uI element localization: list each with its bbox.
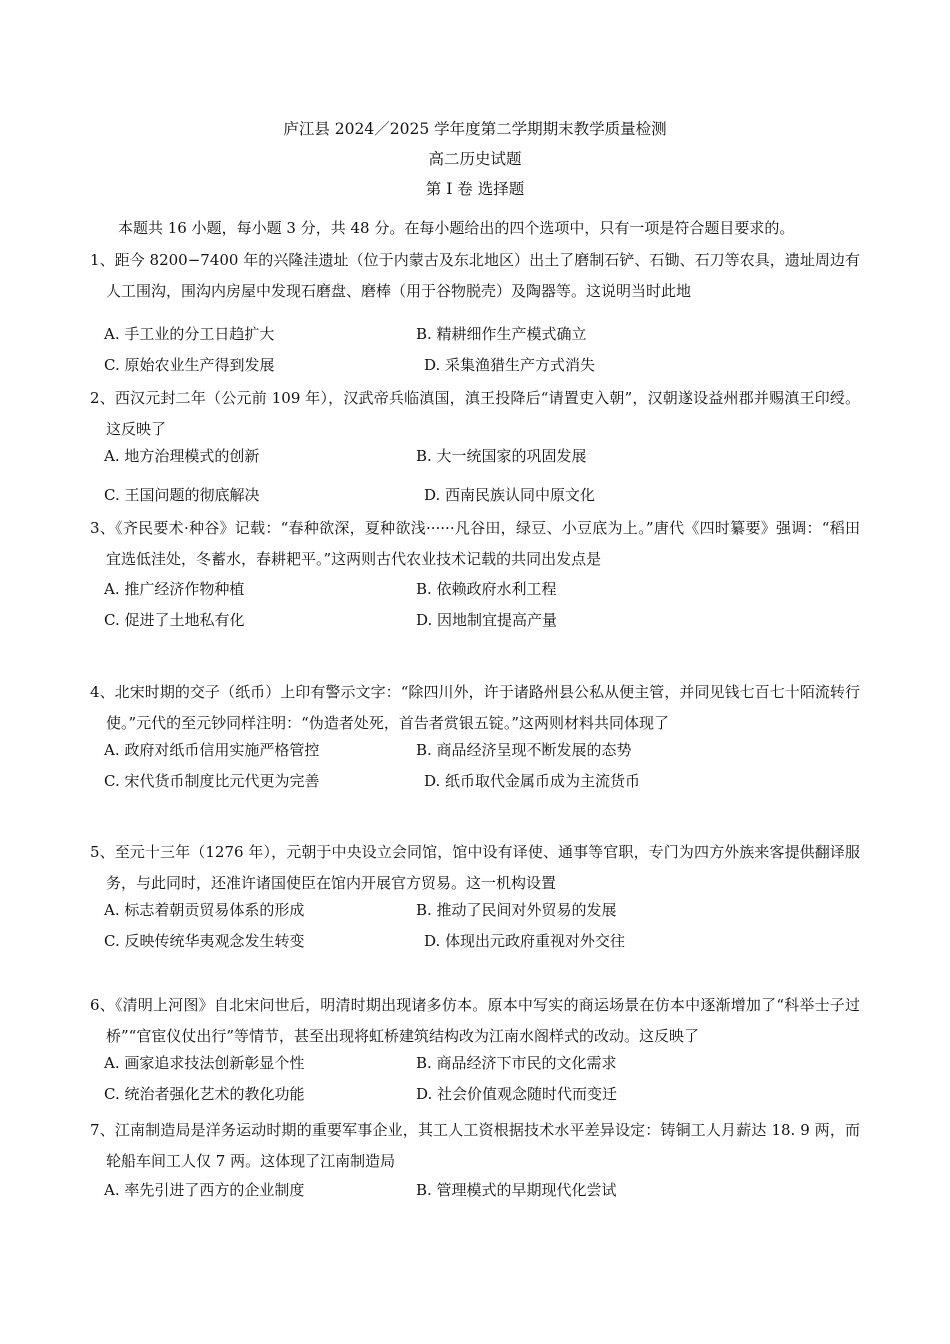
section-title: 第 I 卷 选择题	[425, 180, 525, 198]
options-row	[90, 1052, 860, 1083]
options-row	[90, 739, 860, 770]
option-a[interactable]: A. 画家追求技法创新彰显个性	[104, 1054, 305, 1072]
question-stem	[90, 245, 860, 307]
question-5	[90, 837, 860, 961]
option-c[interactable]: C. 原始农业生产得到发展	[104, 356, 275, 374]
option-c[interactable]: C. 促进了土地私有化	[104, 611, 245, 629]
question-stem	[90, 513, 860, 575]
option-d[interactable]: D. 西南民族认同中原文化	[424, 486, 596, 504]
question-stem	[90, 837, 860, 899]
options-row	[90, 609, 860, 640]
question-text: 《清明上河图》自北宋问世后，明清时期出现诸多仿本。原本中写实的商运场景在仿本中逐渐增加了“科举士子过桥”“官宦仪仗出行”等情节，甚至出现将虹桥建筑结构改为江南水阁样式的改动。这反映了	[106, 996, 860, 1045]
option-a[interactable]: A. 标志着朝贡贸易体系的形成	[104, 901, 305, 919]
instructions: 本题共 16 小题，每小题 3 分，共 48 分。在每小题给出的四个选项中，只有一项是符合题目要求的。	[118, 219, 795, 237]
question-4	[90, 677, 860, 801]
option-d[interactable]: D. 采集渔猎生产方式消失	[424, 356, 596, 374]
options-row	[90, 323, 860, 354]
question-1	[90, 245, 860, 385]
option-c[interactable]: C. 统治者强化艺术的教化功能	[104, 1085, 305, 1103]
options-row	[90, 899, 860, 930]
question-number: 5、	[90, 843, 115, 861]
option-c[interactable]: C. 王国问题的彻底解决	[104, 486, 260, 504]
exam-title: 庐江县 2024／2025 学年度第二学期期末教学质量检测	[283, 120, 667, 138]
question-7	[90, 1115, 860, 1210]
option-d[interactable]: D. 社会价值观念随时代而变迁	[416, 1085, 618, 1103]
question-6	[90, 990, 860, 1114]
option-d[interactable]: D. 纸币取代金属币成为主流货币	[424, 772, 641, 790]
options-row	[90, 354, 860, 385]
option-b[interactable]: B. 精耕细作生产模式确立	[416, 325, 587, 343]
option-a[interactable]: A. 政府对纸币信用实施严格管控	[104, 741, 320, 759]
option-c[interactable]: C. 反映传统华夷观念发生转变	[104, 932, 305, 950]
option-a[interactable]: A. 地方治理模式的创新	[104, 447, 260, 465]
question-stem	[90, 677, 860, 739]
question-text: 北宋时期的交子（纸币）上印有警示文字：“除四川外，许于诸路州县公私从便主管，并同见钱七百七十陌流转行使。”元代的至元钞同样注明：“伪造者处死，首告者赏银五锭。”这两则材料共同体现了	[106, 683, 860, 732]
question-number: 7、	[90, 1121, 115, 1139]
question-number: 2、	[90, 389, 115, 407]
question-number: 6、	[90, 996, 115, 1014]
option-b[interactable]: B. 商品经济下市民的文化需求	[416, 1054, 617, 1072]
option-b[interactable]: B. 推动了民间对外贸易的发展	[416, 901, 617, 919]
option-b[interactable]: B. 大一统国家的巩固发展	[416, 447, 587, 465]
question-text: 《齐民要术·种谷》记载：“春种欲深，夏种欲浅······凡谷田，绿豆、小豆底为上。”唐代《四时纂要》强调：“稻田宜选低洼处，冬蓄水，春耕耙平。”这两则古代农业技术记载的共同出发点是	[106, 519, 861, 568]
question-stem	[90, 1115, 860, 1177]
options-row	[90, 484, 860, 515]
question-number: 4、	[90, 683, 115, 701]
options-row	[90, 1179, 860, 1210]
question-stem	[90, 990, 860, 1052]
option-b[interactable]: B. 依赖政府水利工程	[416, 580, 557, 598]
option-a[interactable]: A. 推广经济作物种植	[104, 580, 245, 598]
options-row	[90, 1083, 860, 1114]
question-number: 3、	[90, 519, 116, 537]
options-row	[90, 578, 860, 609]
options-row	[90, 770, 860, 801]
option-d[interactable]: D. 体现出元政府重视对外交往	[424, 932, 626, 950]
option-c[interactable]: C. 宋代货币制度比元代更为完善	[104, 772, 320, 790]
question-2	[90, 383, 860, 515]
option-a[interactable]: A. 率先引进了西方的企业制度	[104, 1181, 305, 1199]
exam-subtitle: 高二历史试题	[428, 150, 522, 168]
options-row	[90, 930, 860, 961]
option-b[interactable]: B. 管理模式的早期现代化尝试	[416, 1181, 617, 1199]
question-text: 至元十三年（1276 年），元朝于中央设立会同馆，馆中设有译使、通事等官职，专门为四方外族来客提供翻译服务，与此同时，还准许诸国使臣在馆内开展官方贸易。这一机构设置	[106, 843, 860, 892]
question-stem	[90, 383, 860, 445]
question-3	[90, 513, 860, 640]
question-text: 江南制造局是洋务运动时期的重要军事企业，其工人工资根据技术水平差异设定：铸铜工人月薪达 18. 9 两，而轮船车间工人仅 7 两。这体现了江南制造局	[106, 1121, 860, 1170]
option-b[interactable]: B. 商品经济呈现不断发展的态势	[416, 741, 632, 759]
question-number: 1、	[90, 251, 115, 269]
question-text: 距今 8200−7400 年的兴隆洼遗址（位于内蒙古及东北地区）出土了磨制石铲、石锄、石刀等农具，遗址周边有人工围沟，围沟内房屋中发现石磨盘、磨棒（用于谷物脱壳）及陶器等。这说明当时此地	[106, 251, 860, 300]
options-row	[90, 445, 860, 476]
option-a[interactable]: A. 手工业的分工日趋扩大	[104, 325, 275, 343]
option-d[interactable]: D. 因地制宜提高产量	[416, 611, 558, 629]
question-text: 西汉元封二年（公元前 109 年），汉武帝兵临滇国，滇王投降后“请置吏入朝”，汉朝遂设益州郡并赐滇王印绶。这反映了	[106, 389, 860, 438]
